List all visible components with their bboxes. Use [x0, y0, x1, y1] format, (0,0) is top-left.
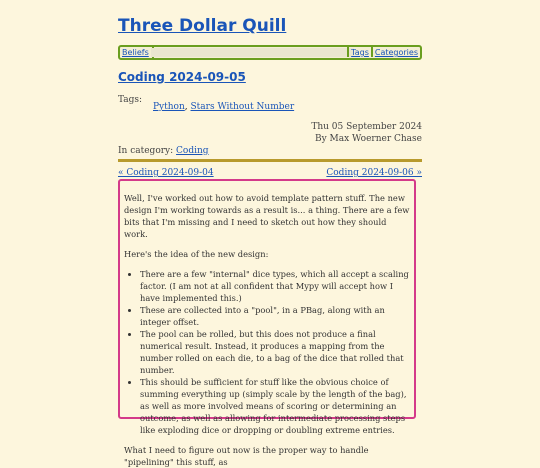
- divider-rule: [118, 159, 422, 162]
- category-label: In category:: [118, 146, 174, 156]
- post-date: Thu 05 September 2024: [311, 122, 422, 132]
- tags-list: [153, 101, 294, 113]
- tag-link-stars-without-number[interactable]: Stars Without Number: [190, 102, 295, 112]
- tag-link-python[interactable]: Python: [153, 102, 185, 112]
- next-post-link[interactable]: Coding 2024-09-06 »: [326, 168, 422, 178]
- nav-divider: [371, 47, 373, 57]
- tags-label: Tags:: [118, 95, 143, 105]
- post-title-link[interactable]: Coding 2024-09-05: [118, 70, 246, 84]
- post-category: [118, 145, 209, 157]
- content-paragraph: What I need to figure out now is the proper way to handle "pipelining" this stuff, as: [124, 445, 369, 467]
- nav-beliefs-link[interactable]: Beliefs: [122, 48, 149, 57]
- category-link-coding[interactable]: Coding: [176, 146, 209, 156]
- nav-left: [122, 47, 154, 58]
- list-item: • This should be sufficient for stuff like the obvious choice of summing everything up (simply scale by the length of the bag), as well as more involved means of scoring or determining an outcome, as well as allowing for intermediate processing steps like exploding dice or dropping or doubling extreme entries.: [140, 376, 410, 436]
- tag-separator: ,: [184, 102, 191, 112]
- post-content: [118, 179, 416, 467]
- nav-categories-link[interactable]: Categories: [374, 48, 418, 57]
- list-item: • There are a few "internal" dice types, which all accept a scaling factor. (I am not at all confident that Mypy will accept how I have implemented this.): [140, 268, 410, 304]
- site-title-link[interactable]: Three Dollar Quill: [118, 16, 287, 36]
- nav-spacer: [151, 48, 354, 57]
- nav-right: [345, 47, 418, 58]
- content-paragraph: Well, I've worked out how to avoid template pattern stuff. The new design I'm working towards as a result is... a thing. There are a few bits that I'm missing and I need to sketch out how they should work.: [124, 193, 410, 239]
- post-author: By Max Woerner Chase: [314, 134, 422, 144]
- nav-bar: [118, 45, 422, 60]
- nav-tags-link[interactable]: Tags: [351, 48, 369, 57]
- nav-divider: [347, 47, 349, 57]
- post-meta: [311, 121, 422, 145]
- list-item: • These are collected into a "pool", in a PBag, along with an integer offset.: [140, 304, 410, 328]
- content-paragraph: Here's the idea of the new design:: [124, 249, 269, 259]
- design-list: [124, 268, 410, 436]
- prev-post-link[interactable]: « Coding 2024-09-04: [118, 168, 214, 178]
- list-item: • The pool can be rolled, but this does not produce a final numerical result. Instead, it produces a mapping from the number rolled on each die, to a bag of the dice that rolled that number.: [140, 328, 410, 376]
